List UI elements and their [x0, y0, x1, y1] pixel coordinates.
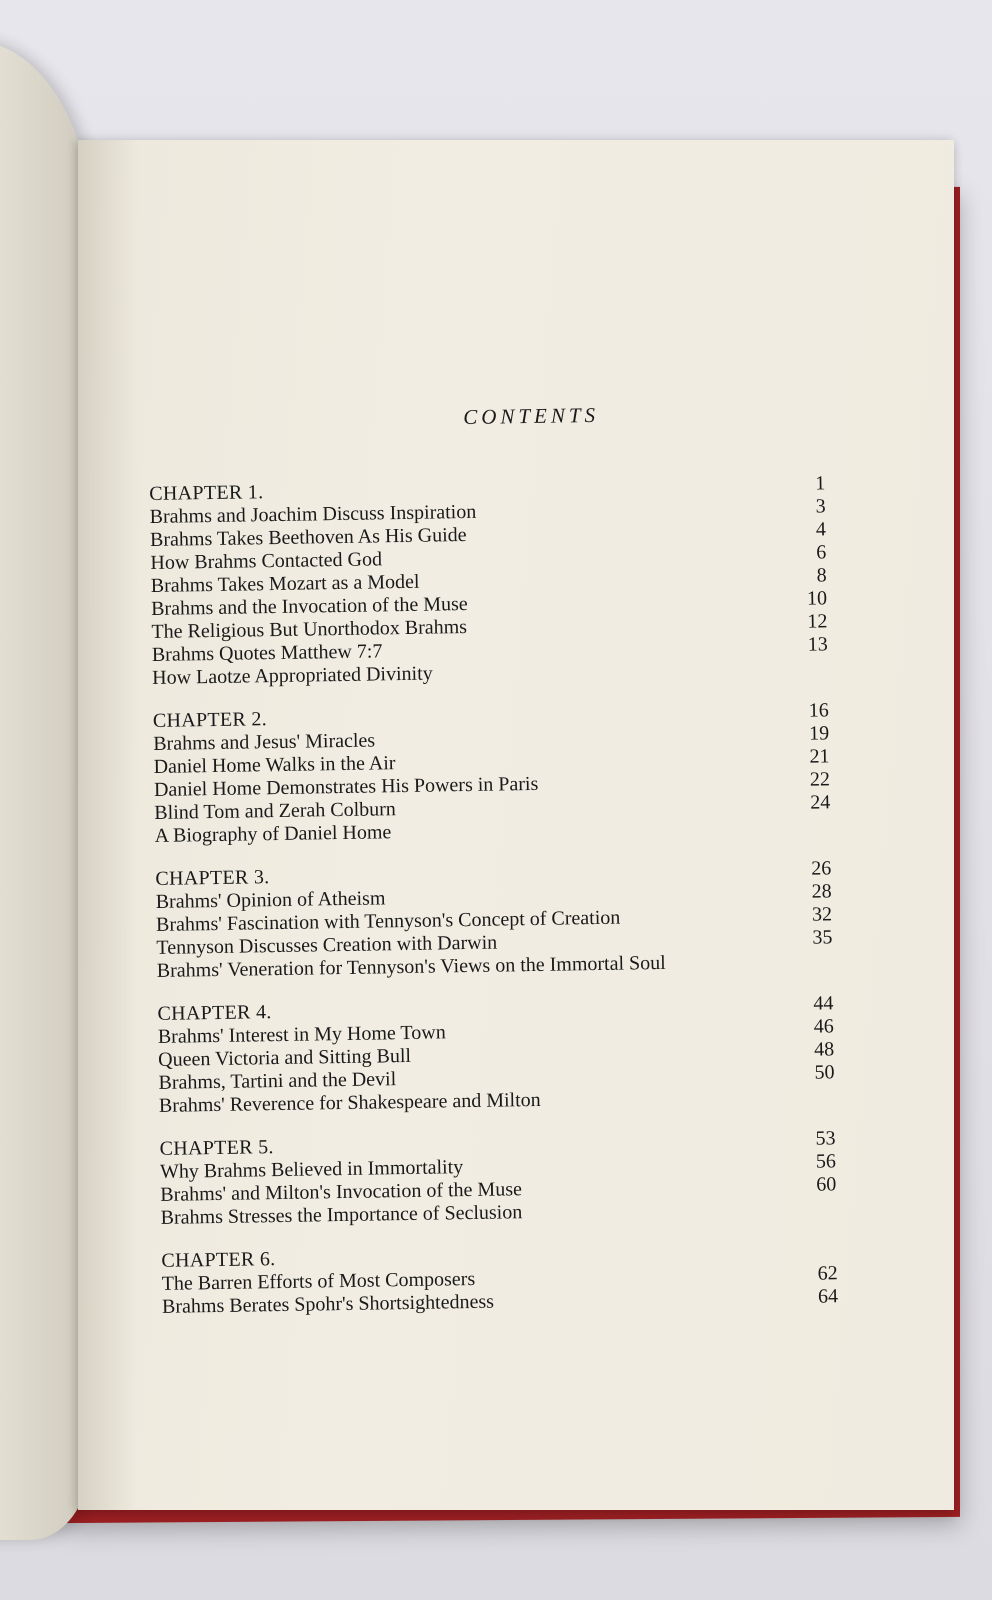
- page-number: [785, 1101, 835, 1102]
- toc-entry-title: Daniel Home Demonstrates His Powers in Paris: [153, 772, 539, 801]
- page-number: 46: [813, 1015, 834, 1038]
- chapter-heading: CHAPTER 4.: [157, 1001, 272, 1025]
- chapter-heading: CHAPTER 6.: [161, 1248, 276, 1272]
- toc-entry-title: Brahms' Opinion of Atheism: [155, 887, 386, 913]
- toc-entry-title: Brahms and Joachim Discuss Inspiration: [149, 500, 477, 528]
- page-title: CONTENTS: [463, 402, 600, 430]
- chapters-container: [149, 472, 838, 1319]
- page-number: 6: [816, 541, 827, 564]
- page-number: 24: [810, 791, 831, 814]
- chapter-heading: CHAPTER 3.: [155, 866, 270, 890]
- chapter-block: [159, 1127, 836, 1230]
- page-number: 28: [811, 880, 832, 903]
- page-number: 64: [817, 1285, 839, 1308]
- toc-entry-title: Brahms and the Invocation of the Muse: [150, 593, 468, 620]
- page-number: 22: [809, 768, 831, 791]
- page-number: 12: [807, 610, 828, 633]
- toc-entry-title: A Biography of Daniel Home: [154, 821, 392, 847]
- chapter-block: [161, 1239, 838, 1319]
- page-number: 16: [808, 699, 829, 722]
- contents-page: [78, 140, 954, 1510]
- page-number: 1: [815, 472, 826, 495]
- page-number: 3: [815, 495, 826, 518]
- toc-entry-title: Brahms Berates Spohr's Shortsightedness: [161, 1290, 495, 1318]
- toc-entry-title: Brahms Takes Beethoven As His Guide: [149, 524, 467, 551]
- page-number: 35: [812, 926, 833, 949]
- chapter-block: [153, 699, 831, 848]
- page-number: 8: [816, 564, 827, 587]
- page-number: 19: [808, 722, 830, 745]
- toc-entry-title: Brahms' Reverence for Shakespeare and Milton: [158, 1088, 541, 1117]
- toc-entry-title: Queen Victoria and Sitting Bull: [158, 1044, 412, 1071]
- toc-entry-title: How Brahms Contacted God: [150, 548, 383, 574]
- page-number: 60: [816, 1173, 837, 1196]
- toc-entry-title: Brahms' Veneration for Tennyson's Views on the Immortal Soul: [156, 951, 666, 982]
- page-number: 4: [815, 518, 827, 541]
- page-number: [781, 831, 831, 832]
- toc-entry-title: Blind Tom and Zerah Colburn: [154, 798, 397, 824]
- toc-entry-title: Daniel Home Walks in the Air: [153, 752, 396, 778]
- page-number: [787, 1213, 837, 1214]
- chapter-block: [155, 857, 833, 983]
- toc-entry-title: Brahms' Interest in My Home Town: [157, 1021, 446, 1048]
- page-number: [778, 673, 828, 674]
- page-number: 32: [811, 903, 833, 926]
- page-number: 10: [806, 587, 828, 610]
- page-number: [787, 1256, 837, 1257]
- toc-entry-title: Tennyson Discusses Creation with Darwin: [156, 931, 498, 959]
- page-number: 56: [815, 1150, 837, 1173]
- chapter-block: [157, 992, 835, 1118]
- page-number: 50: [814, 1061, 835, 1084]
- page-number: 62: [817, 1262, 838, 1285]
- contents-list: [148, 399, 839, 1339]
- page-number: [783, 966, 833, 967]
- page-number: 26: [811, 857, 832, 880]
- page-number: 48: [813, 1038, 835, 1061]
- page-number: 13: [807, 633, 828, 656]
- chapter-block: [149, 472, 828, 690]
- toc-entry-title: Brahms Takes Mozart as a Model: [150, 570, 420, 597]
- toc-entry-title: Brahms Stresses the Importance of Seclusion: [160, 1201, 523, 1229]
- toc-entry-title: Brahms, Tartini and the Devil: [158, 1068, 397, 1094]
- left-page-curl: [0, 40, 90, 1540]
- toc-entry-title: Brahms Quotes Matthew 7:7: [151, 640, 383, 666]
- toc-entry-title: How Laotze Appropriated Divinity: [152, 662, 433, 689]
- page-number: 21: [809, 745, 830, 768]
- toc-entry-title: The Barren Efforts of Most Composers: [161, 1267, 476, 1295]
- toc-entry-title: The Religious But Unorthodox Brahms: [151, 616, 468, 643]
- toc-entry-title: Brahms' and Milton's Invocation of the Muse: [160, 1178, 523, 1206]
- page-number: 53: [815, 1127, 836, 1150]
- chapter-heading: CHAPTER 2.: [152, 708, 268, 732]
- toc-entry-title: Brahms and Jesus' Miracles: [153, 729, 376, 755]
- chapter-heading: CHAPTER 1.: [149, 481, 264, 505]
- toc-entry-title: Brahms' Fascination with Tennyson's Concept of Creation: [155, 906, 621, 936]
- toc-entry-title: Why Brahms Believed in Immortality: [159, 1156, 464, 1183]
- page-number: 44: [813, 992, 834, 1015]
- chapter-heading: CHAPTER 5.: [159, 1136, 274, 1160]
